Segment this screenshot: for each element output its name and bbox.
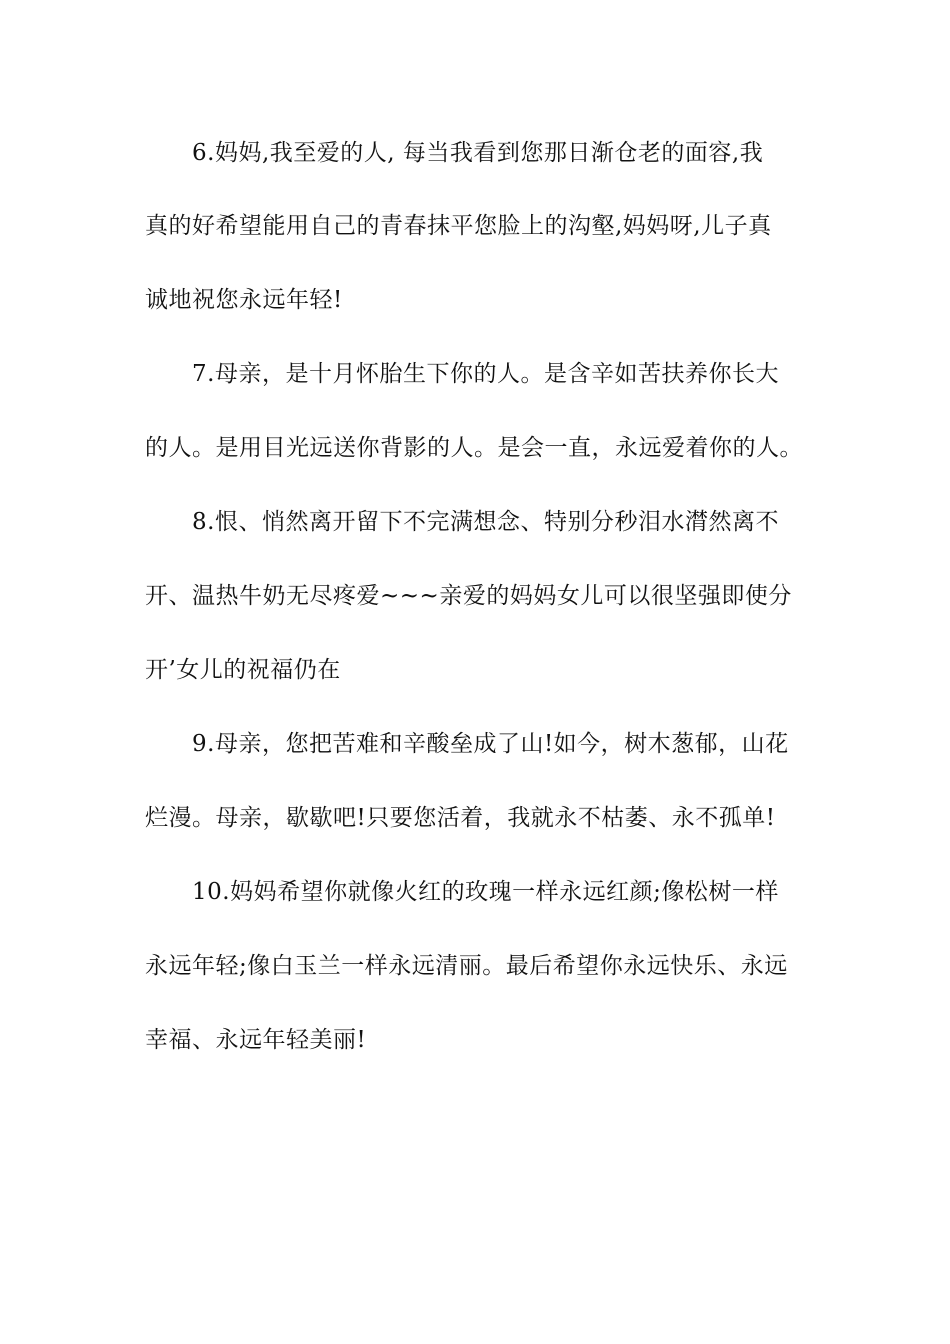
paragraph-7-line-2: 的人。是用目光远送你背影的人。是会一直，永远爱着你的人。 [145,435,803,461]
paragraph-10-line-2: 永远年轻;像白玉兰一样永远清丽。最后希望你永远快乐、永远 [145,953,788,979]
paragraph-8-line-1: 8.恨、悄然离开留下不完满想念、特别分秒泪水潸然离不 [192,509,779,535]
paragraph-9-line-1: 9.母亲，您把苦难和辛酸垒成了山!如今，树木葱郁，山花 [192,731,789,757]
paragraph-6-line-3: 诚地祝您永远年轻! [145,287,343,313]
paragraph-10-line-3: 幸福、永远年轻美丽! [145,1027,367,1053]
paragraph-9-line-2: 烂漫。母亲，歇歇吧!只要您活着，我就永不枯萎、永不孤单! [145,805,776,831]
paragraph-8-line-2: 开、温热牛奶无尽疼爱~~~亲爱的妈妈女儿可以很坚强即使分 [145,583,792,609]
paragraph-8-line-3: 开’女儿的祝福仍在 [145,657,341,683]
paragraph-10-line-1: 10.妈妈希望你就像火红的玫瑰一样永远红颜;像松树一样 [192,879,779,905]
paragraph-6-line-2: 真的好希望能用自己的青春抹平您脸上的沟壑,妈妈呀,儿子真 [145,213,772,239]
paragraph-7-line-1: 7.母亲，是十月怀胎生下你的人。是含辛如苦扶养你长大 [192,361,779,387]
paragraph-6-line-1: 6.妈妈,我至爱的人, 每当我看到您那日渐仓老的面容,我 [192,140,764,166]
